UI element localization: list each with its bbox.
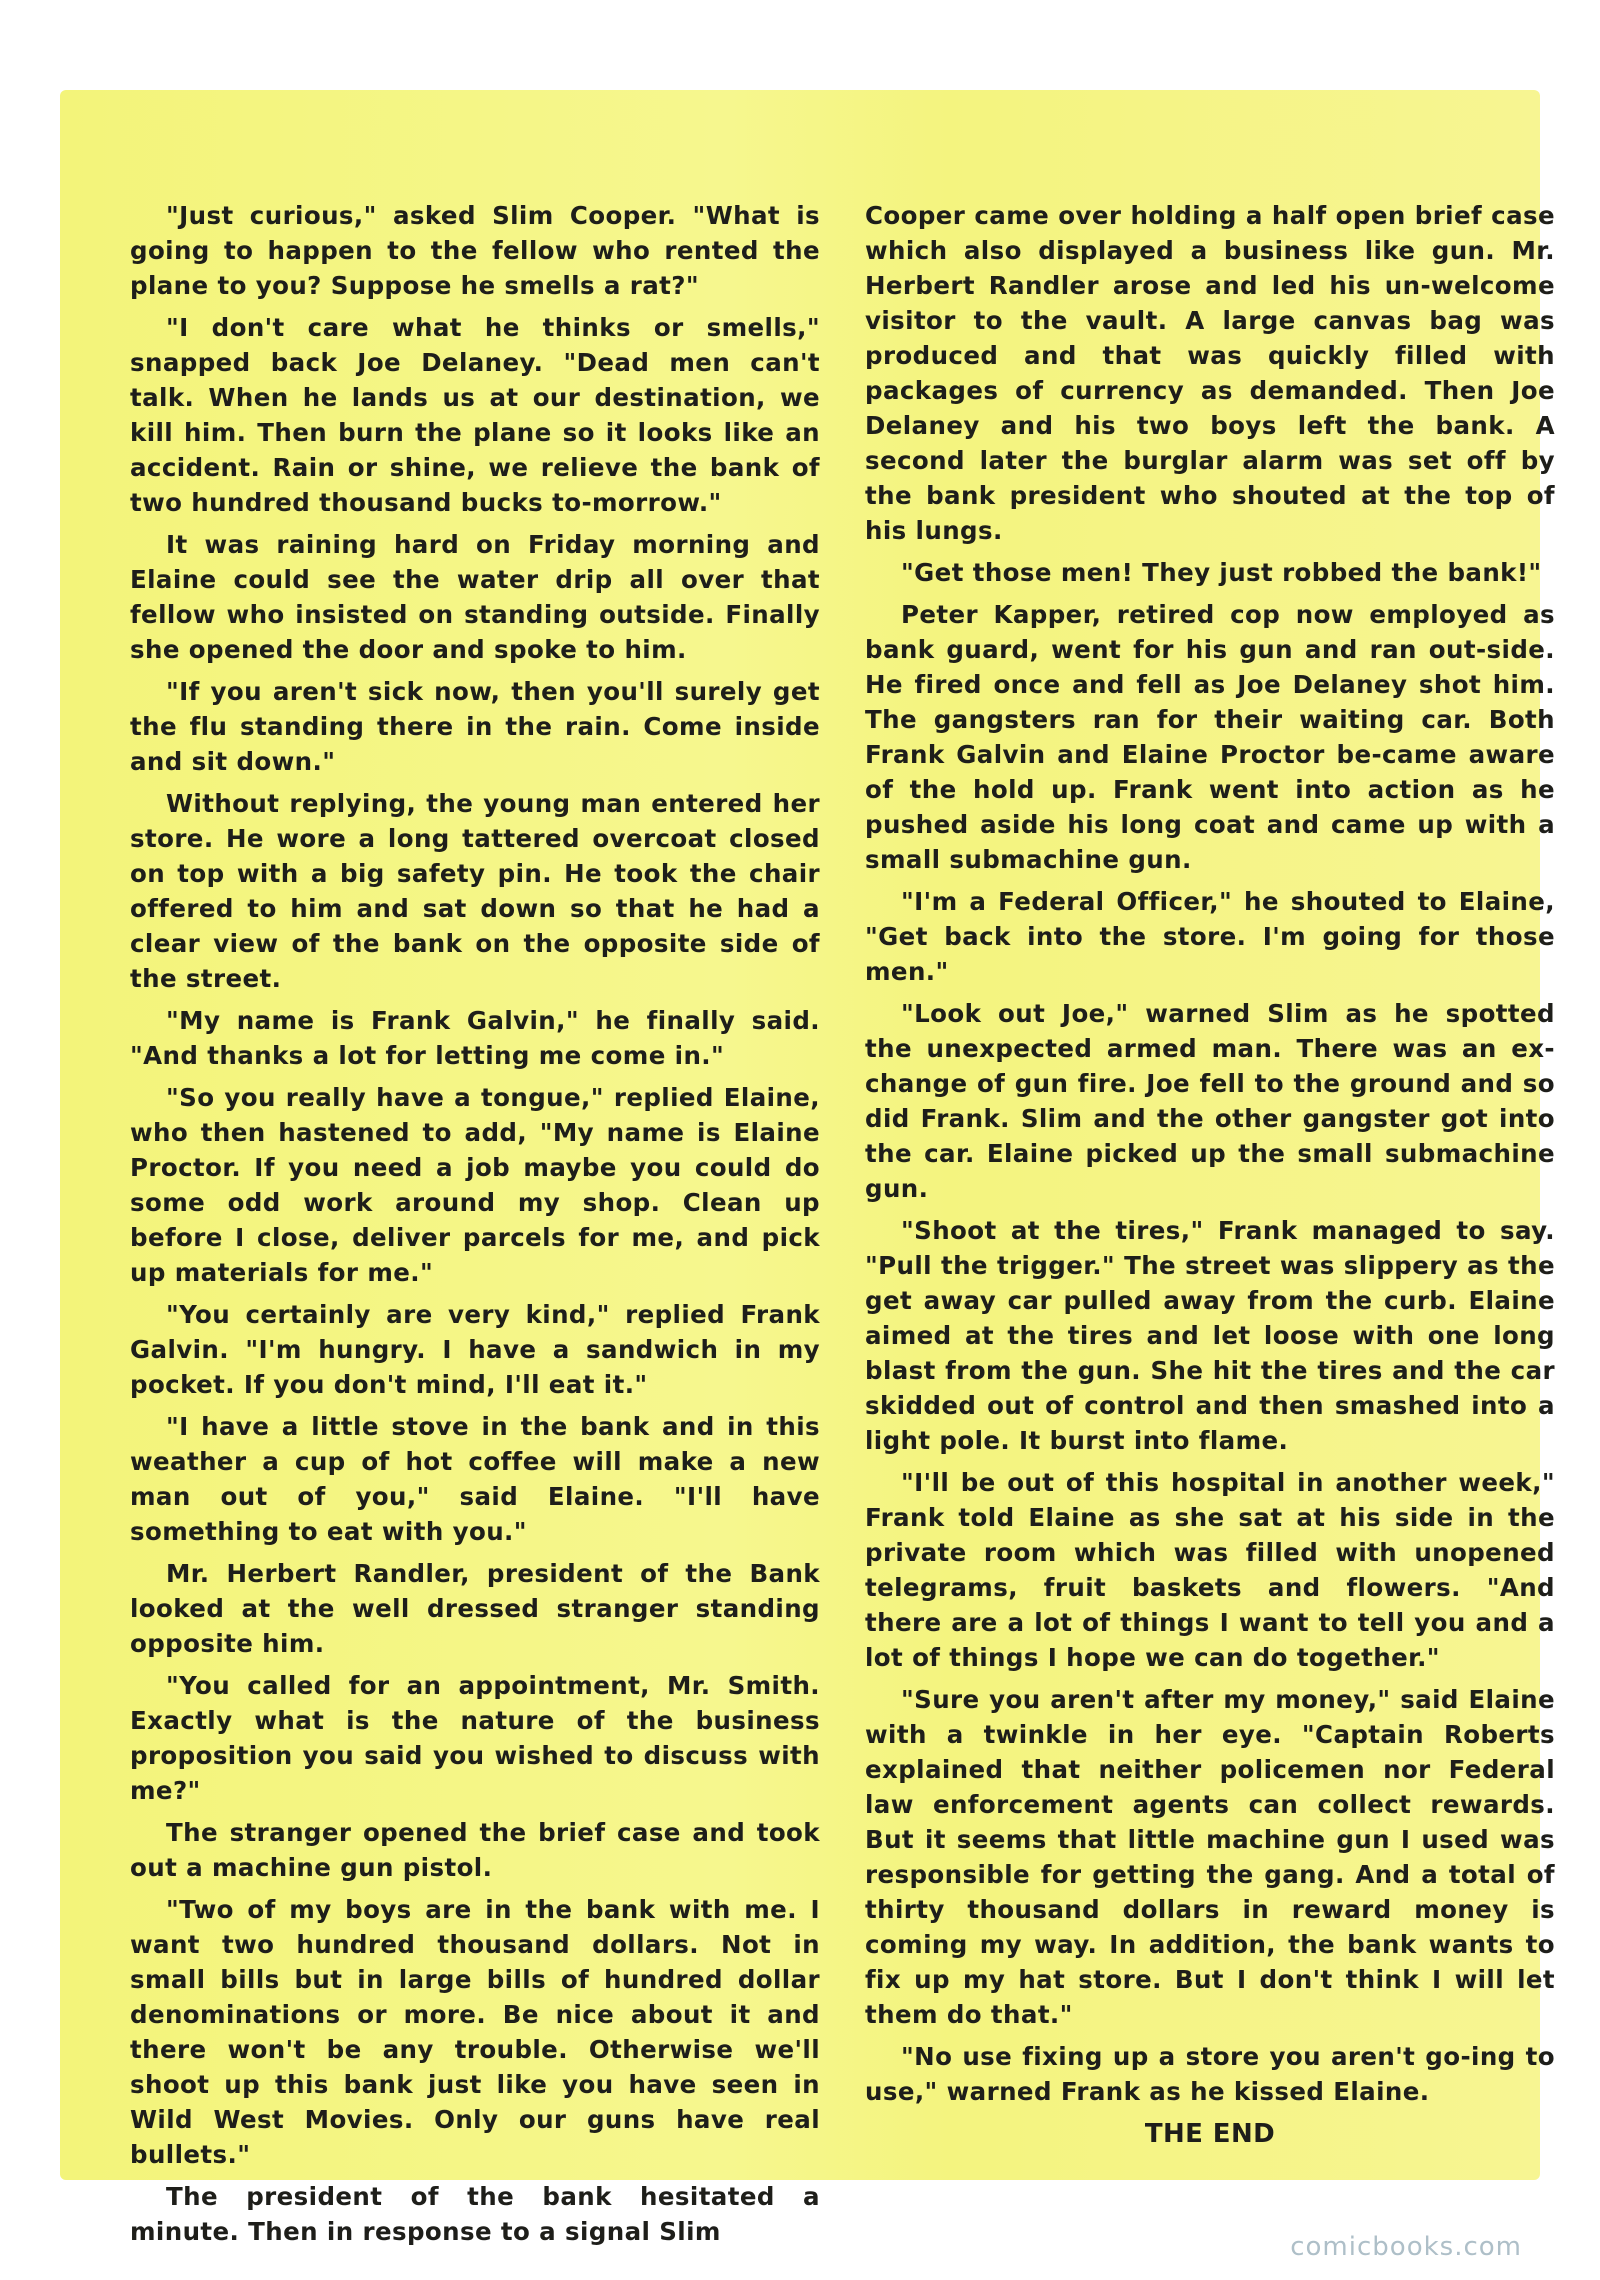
paragraph: "You called for an appointment, Mr. Smith. Exactly what is the nature of the business proposition you said you wished to discuss with me?"	[130, 1671, 820, 1805]
right-column	[865, 198, 1555, 2159]
paragraph: "Look out Joe," warned Slim as he spotted the unexpected armed man. There was an ex-change of gun fire. Joe fell to the ground and so did Frank. Slim and the other gangster got into the car. Elaine picked up the small submachine gun.	[865, 999, 1555, 1203]
paragraph: "I don't care what he thinks or smells," snapped back Joe Delaney. "Dead men can't talk. When he lands us at our destination, we kill him. Then burn the plane so it looks like an accident. Rain or shine, we relieve the bank of two hundred thousand bucks to-morrow."	[130, 313, 820, 517]
paragraph: Peter Kapper, retired cop now employed as bank guard, went for his gun and ran out-side. He fired once and fell as Joe Delaney shot him. The gangsters ran for their waiting car. Both Frank Galvin and Elaine Proctor be-came aware of the hold up. Frank went into action as he pushed aside his long coat and came up with a small submachine gun.	[865, 600, 1555, 874]
paragraph: "You certainly are very kind," replied Frank Galvin. "I'm hungry. I have a sandwich in my pocket. If you don't mind, I'll eat it."	[130, 1300, 820, 1399]
paragraph: "Get those men! They just robbed the bank!"	[901, 558, 1542, 587]
paragraph: Cooper came over holding a half open brief case which also displayed a business like gun. Mr. Herbert Randler arose and led his un-welcome visitor to the vault. A large canvas bag was produced and that was quickly filled with packages of currency as demanded. Then Joe Delaney and his two boys left the bank. A second later the burglar alarm was set off by the bank president who shouted at the top of his lungs.	[865, 201, 1555, 545]
paragraph: "No use fixing up a store you aren't go-ing to use," warned Frank as he kissed Elaine.	[865, 2042, 1555, 2106]
paragraph: Mr. Herbert Randler, president of the Bank looked at the well dressed stranger standing opposite him.	[130, 1559, 820, 1658]
paragraph: "Just curious," asked Slim Cooper. "What is going to happen to the fellow who rented the plane to you? Suppose he smells a rat?"	[130, 201, 820, 300]
paragraph: "So you really have a tongue," replied Elaine, who then hastened to add, "My name is Elaine Proctor. If you need a job maybe you could do some odd work around my shop. Clean up before I close, deliver parcels for me, and pick up materials for me."	[130, 1083, 820, 1287]
paragraph: Without replying, the young man entered her store. He wore a long tattered overcoat closed on top with a big safety pin. He took the chair offered to him and sat down so that he had a clear view of the bank on the opposite side of the street.	[130, 789, 820, 993]
paragraph: The president of the bank hesitated a minute. Then in response to a signal Slim	[130, 2182, 820, 2246]
paragraph: "Two of my boys are in the bank with me. I want two hundred thousand dollars. Not in small bills but in large bills of hundred dollar denominations or more. Be nice about it and there won't be any trouble. Otherwise we'll shoot up this bank just like you have seen in Wild West Movies. Only our guns have real bullets."	[130, 1895, 820, 2169]
paragraph: The stranger opened the brief case and took out a machine gun pistol.	[130, 1818, 820, 1882]
watermark: comicbooks.com	[1290, 2232, 1522, 2262]
paragraph: It was raining hard on Friday morning and Elaine could see the water drip all over that fellow who insisted on standing outside. Finally she opened the door and spoke to him.	[130, 530, 820, 664]
paragraph: "Shoot at the tires," Frank managed to say. "Pull the trigger." The street was slippery as the get away car pulled away from the curb. Elaine aimed at the tires and let loose with one long blast from the gun. She hit the tires and the car skidded out of control and then smashed into a light pole. It burst into flame.	[865, 1216, 1555, 1455]
story-page	[60, 90, 1555, 2246]
the-end-label: THE END	[1144, 2119, 1276, 2149]
paragraph: "If you aren't sick now, then you'll surely get the flu standing there in the rain. Come inside and sit down."	[130, 677, 820, 776]
paragraph: "My name is Frank Galvin," he finally said. "And thanks a lot for letting me come in."	[130, 1006, 820, 1070]
left-column	[130, 198, 820, 2256]
paragraph: "Sure you aren't after my money," said Elaine with a twinkle in her eye. "Captain Roberts explained that neither policemen nor Federal law enforcement agents can collect rewards. But it seems that little machine gun I used was responsible for getting the gang. And a total of thirty thousand dollars in reward money is coming my way. In addition, the bank wants to fix up my hat store. But I don't think I will let them do that."	[865, 1685, 1555, 2029]
paragraph: "I'll be out of this hospital in another week," Frank told Elaine as she sat at his side in the private room which was filled with unopened telegrams, fruit baskets and flowers. "And there are a lot of things I want to tell you and a lot of things I hope we can do together."	[865, 1468, 1555, 1672]
paragraph: "I have a little stove in the bank and in this weather a cup of hot coffee will make a new man out of you," said Elaine. "I'll have something to eat with you."	[130, 1412, 820, 1546]
paragraph: "I'm a Federal Officer," he shouted to Elaine, "Get back into the store. I'm going for those men."	[865, 887, 1555, 986]
